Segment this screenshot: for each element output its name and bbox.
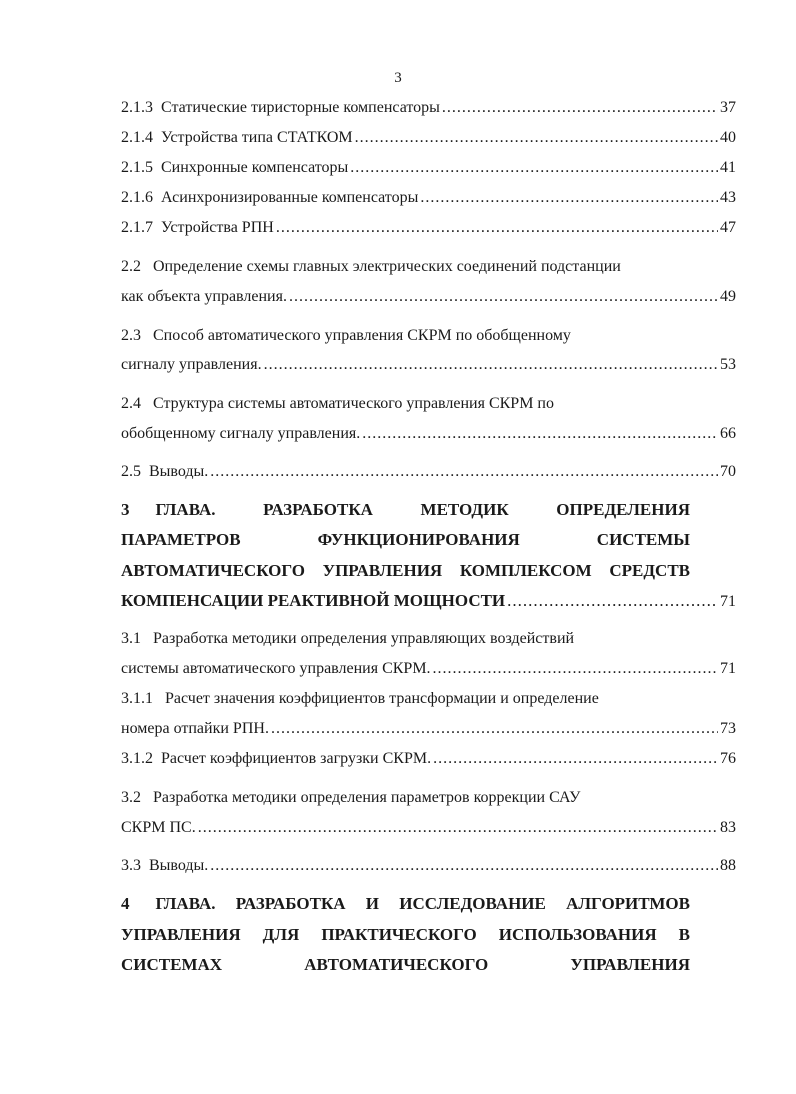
toc-entry-number: 2.1.6: [121, 189, 153, 206]
toc-entry-page: 43: [720, 189, 736, 206]
leader-dots: [362, 424, 718, 444]
leader-dots: [264, 355, 718, 375]
toc-entry-page: 37: [720, 99, 736, 116]
toc-entry-number: 2.1.7: [121, 219, 153, 236]
chapter-title-line: СИСТЕМАХ АВТОМАТИЧЕСКОГО УПРАВЛЕНИЯ: [121, 955, 690, 974]
toc-entry: [121, 188, 736, 208]
chapter-title-line: ГЛАВА. РАЗРАБОТКА МЕТОДИК ОПРЕДЕЛЕНИЯ: [155, 500, 690, 519]
chapter-title-line: АВТОМАТИЧЕСКОГО УПРАВЛЕНИЯ КОМПЛЕКСОМ СРЕДСТВ: [121, 561, 690, 580]
leader-dots: [355, 128, 718, 148]
chapter-heading-line: [121, 925, 690, 945]
toc-entry-page: 53: [720, 356, 736, 373]
toc-entry-page: 66: [720, 425, 736, 442]
chapter-title-line: ПАРАМЕТРОВ ФУНКЦИОНИРОВАНИЯ СИСТЕМЫ: [121, 530, 690, 549]
toc-entry-title: Синхронные компенсаторы: [161, 159, 349, 176]
toc-entry-title: Определение схемы главных электрических соединений подстанции: [153, 258, 621, 275]
toc-entry-number: 2.1.3: [121, 99, 153, 116]
chapter-title-line: УПРАВЛЕНИЯ ДЛЯ ПРАКТИЧЕСКОГО ИСПОЛЬЗОВАНИЯ В: [121, 925, 690, 944]
toc-entry-number: 2.2: [121, 258, 141, 275]
leader-dots: [271, 719, 718, 739]
leader-dots: [198, 818, 718, 838]
toc-entry-first-line: [121, 326, 736, 346]
toc-entry-title: Разработка методики определения управляющих воздействий: [153, 630, 575, 647]
leader-dots: [433, 659, 718, 679]
chapter-heading-line: [121, 894, 690, 914]
toc-entry-page: 40: [720, 129, 736, 146]
chapter-heading-line: [121, 530, 690, 550]
toc-entry-continuation: [121, 424, 736, 444]
chapter-heading-last-line: [121, 591, 736, 612]
toc-entry-continuation: [121, 719, 736, 739]
leader-dots: [289, 287, 718, 307]
toc-entry-first-line: [121, 629, 736, 649]
toc-entry-title: Статические тиристорные компенсаторы: [161, 99, 440, 116]
toc-entry-continuation: [121, 818, 736, 838]
leader-dots: [420, 188, 718, 208]
toc-entry-number: 2.5: [121, 463, 141, 480]
toc-entry-page: 47: [720, 219, 736, 236]
toc-entry-title: Устройства РПН: [161, 219, 274, 236]
leader-dots: [433, 749, 718, 769]
page-number: 3: [394, 70, 402, 86]
chapter-number: 4: [121, 894, 130, 913]
toc-entry-number: 3.1.2: [121, 750, 153, 767]
toc-entry-title: СКРМ ПС.: [121, 819, 196, 836]
chapter-title-line: ГЛАВА. РАЗРАБОТКА И ИССЛЕДОВАНИЕ АЛГОРИТМОВ: [155, 894, 690, 913]
toc-entry-page: 83: [720, 819, 736, 836]
toc-entry-page: 71: [720, 593, 736, 610]
toc-entry: [121, 218, 736, 238]
toc-entry-title: Выводы.: [149, 463, 209, 480]
leader-dots: [442, 98, 718, 118]
leader-dots: [507, 591, 718, 611]
toc-entry: [121, 462, 736, 482]
toc-entry: [121, 98, 736, 118]
leader-dots: [210, 462, 718, 482]
toc-entry-number: 3.3: [121, 857, 141, 874]
toc-entry-number: 3.1.1: [121, 690, 153, 707]
toc-entry-title: номера отпайки РПН.: [121, 720, 269, 737]
toc-entry: [121, 128, 736, 148]
toc-entry-title: сигналу управления.: [121, 356, 262, 373]
toc-entry-title: Способ автоматического управления СКРМ по обобщенному: [153, 327, 571, 344]
chapter-title-line: КОМПЕНСАЦИИ РЕАКТИВНОЙ МОЩНОСТИ: [121, 591, 506, 610]
toc-entry-page: 73: [720, 720, 736, 737]
toc-entry-title: Разработка методики определения параметров коррекции САУ: [153, 789, 581, 806]
toc-entry: [121, 749, 736, 769]
toc-entry-number: 2.3: [121, 327, 141, 344]
toc-entry-title: как объекта управления.: [121, 288, 287, 305]
toc-entry-continuation: [121, 659, 736, 679]
toc-entry-title: обобщенному сигналу управления.: [121, 425, 361, 442]
toc-entry-number: 3.2: [121, 789, 141, 806]
toc-entry-title: Расчет коэффициентов загрузки СКРМ.: [161, 750, 432, 767]
chapter-heading-line: [121, 561, 690, 581]
toc-entry-page: 88: [720, 857, 736, 874]
toc-entry: [121, 158, 736, 178]
toc-entry-page: 76: [720, 750, 736, 767]
toc-entry: [121, 856, 736, 876]
toc-entry-first-line: [121, 788, 736, 808]
toc-entry-continuation: [121, 355, 736, 375]
chapter-number: 3: [121, 500, 130, 519]
leader-dots: [210, 856, 718, 876]
toc-entry-title: Структура системы автоматического управления СКРМ по: [153, 395, 554, 412]
toc-entry-number: 2.1.5: [121, 159, 153, 176]
toc-entry-title: системы автоматического управления СКРМ.: [121, 660, 431, 677]
toc-entry-page: 71: [720, 660, 736, 677]
leader-dots: [276, 218, 718, 238]
toc-entry-title: Выводы.: [149, 857, 209, 874]
toc-entry-title: Устройства типа СТАТКОМ: [161, 129, 353, 146]
toc-entry-page: 41: [720, 159, 736, 176]
toc-entry-first-line: [121, 689, 736, 709]
toc-entry-number: 3.1: [121, 630, 141, 647]
toc-entry-first-line: [121, 257, 736, 277]
chapter-heading-line: [121, 955, 690, 975]
toc-entry-title: Асинхронизированные компенсаторы: [161, 189, 419, 206]
toc-entry-page: 70: [720, 463, 736, 480]
toc-entry-number: 2.4: [121, 395, 141, 412]
toc-entry-first-line: [121, 394, 736, 414]
leader-dots: [350, 158, 718, 178]
chapter-heading-line: [121, 500, 690, 520]
toc-entry-continuation: [121, 287, 736, 307]
toc-entry-title: Расчет значения коэффициентов трансформации и определение: [165, 690, 599, 707]
toc-entry-number: 2.1.4: [121, 129, 153, 146]
toc-entry-page: 49: [720, 288, 736, 305]
